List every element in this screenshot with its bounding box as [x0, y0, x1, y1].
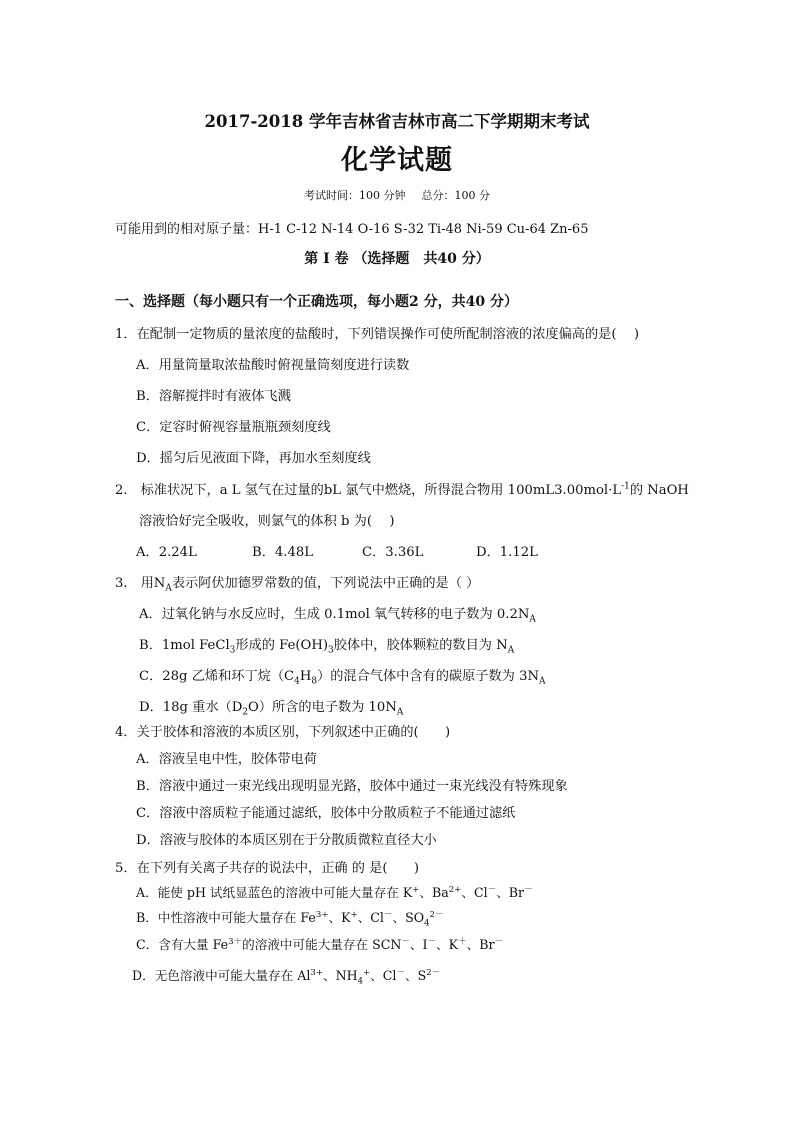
section-heading: 第 I 卷 （选择题 共40 分） — [304, 251, 490, 267]
q1-option-b: B．溶解搅拌时有液体飞溅 — [136, 389, 291, 404]
q1-option-c: C．定容时俯视容量瓶瓶颈刻度线 — [136, 420, 331, 435]
q2-option-c: C．3.36L — [362, 545, 424, 560]
q3-option-c: C．28g 乙烯和环丁烷$(C_4H_8)$的混合气体中含有的碳原子数为 $3N_A$ — [139, 669, 546, 687]
q3-option-b: B．1mol FeCl$_3$形成的 $Fe(OH)_3$胶体中，胶体颗粒的数目为 $N_A$ — [139, 638, 515, 656]
exam-subject: 化学试题 — [341, 145, 453, 176]
q3-option-a: A．过氧化钠与水反应时，生成 0.1mol 氧气转移的电子数为 $0.2N_A$ — [139, 607, 536, 625]
q1-option-d: D．摇匀后见液面下降，再加水至刻度线 — [136, 451, 371, 466]
q2-option-d: D．1.12L — [476, 545, 538, 560]
q1-stem: 1．在配制一定物质的量浓度的盐酸时，下列错误操作可使所配制溶液的浓度偏高的是( ) — [115, 327, 639, 342]
q2-stem: 2. 标准状况下，a L 氢气在过量的bL 氯气中燃烧，所得混合物用 $100mL3.00mol\cdot L^{-1}$的 NaOH — [115, 481, 689, 498]
q5-option-b: B．中性溶液中可能大量存在 $Fe^{3+}$、K+、Cl－、$SO_4^{2-}$ — [136, 909, 444, 929]
q2-option-a: A．2.24L — [136, 545, 197, 560]
q3-number: 3. — [115, 576, 128, 591]
q3-stem: 3. 用$N_A$表示阿伏加德罗常数的值，下列说法中正确的是（ ） — [115, 576, 480, 594]
q2-number: 2. — [115, 483, 128, 498]
q5-stem: 5．在下列有关离子共存的说法中，正确 的 是( ) — [115, 861, 419, 876]
exam-info — [0, 187, 794, 203]
q3-option-d: D．18g 重水$(D_2O)$所含的电子数为 $10N_A$ — [139, 700, 404, 718]
q4-stem: 4．关于胶体和溶液的本质区别，下列叙述中正确的( ) — [115, 725, 451, 740]
q2-stem-line2: 溶液恰好完全吸收，则氯气的体积 b 为( ) — [139, 514, 395, 529]
exam-score: 总分：100 分 — [421, 189, 490, 202]
q5-option-d: D．无色溶液中可能大量存在 $Al^{3+}$、$NH_4^+$、Cl－、$S^{2-}$ — [132, 967, 441, 987]
q4-option-a: A．溶液呈电中性，胶体带电荷 — [136, 752, 317, 767]
exam-title: 2017-2018 学年吉林省吉林市高二下学期期末考试 — [204, 112, 590, 131]
part-heading: 一、选择题（每小题只有一个正确选项，每小题2 分，共40 分） — [115, 294, 518, 310]
q5-option-a: A．能使 pH 试纸显蓝色的溶液中可能大量存在 K+、$Ba^{2+}$、Cl－、Br－ — [136, 884, 533, 900]
q5-option-c: C．含有大量 $Fe^{3+}$的溶液中可能大量存在 SCN－、I－、K＋、Br－ — [136, 936, 504, 952]
q1-option-a: A．用量筒量取浓盐酸时俯视量筒刻度进行读数 — [136, 358, 410, 373]
q4-option-d: D．溶液与胶体的本质区别在于分散质微粒直径大小 — [136, 833, 437, 848]
q4-option-c: C．溶液中溶质粒子能通过滤纸，胶体中分散质粒子不能通过滤纸 — [136, 806, 516, 821]
exam-time: 考试时间：100 分钟 — [304, 189, 406, 202]
q2-option-b: B．4.48L — [252, 545, 313, 560]
atomic-masses: 可能用到的相对原子量：H-1 C-12 N-14 O-16 S-32 Ti-48 Ni-59 Cu-64 Zn-65 — [115, 222, 589, 237]
q4-option-b: B．溶液中通过一束光线出现明显光路，胶体中通过一束光线没有特殊现象 — [136, 779, 568, 794]
